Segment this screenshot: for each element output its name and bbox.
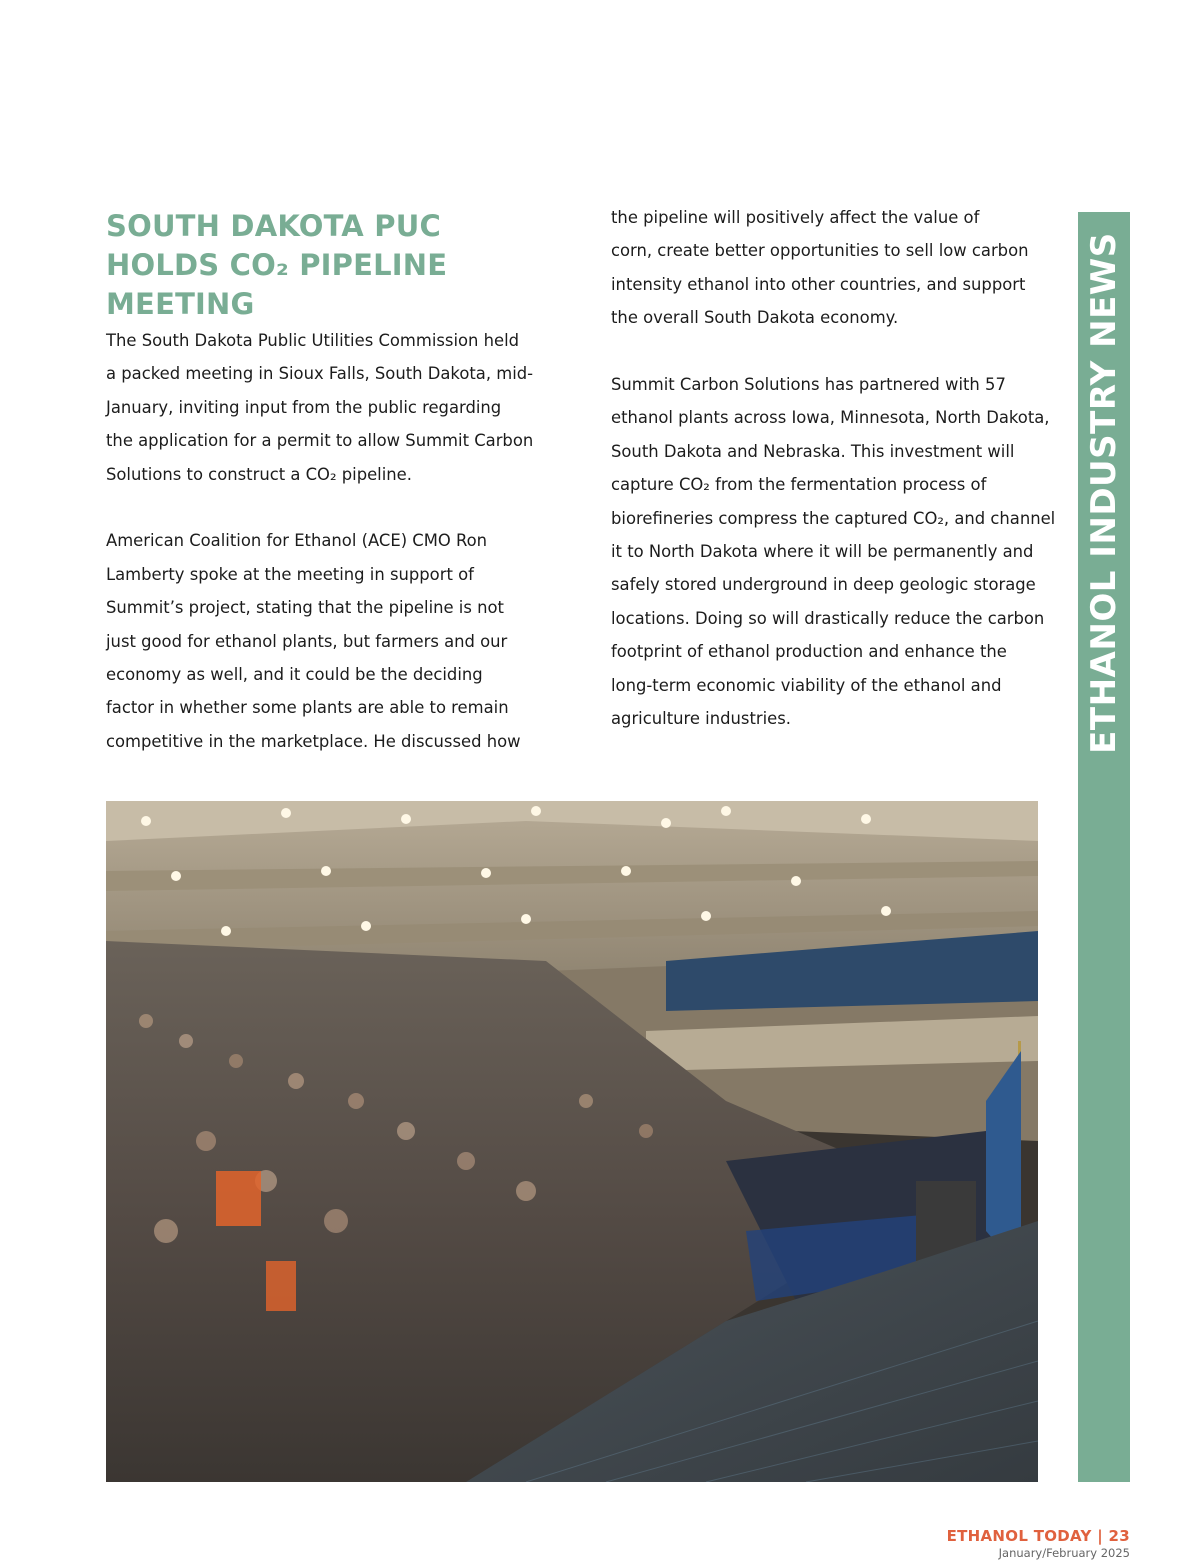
headline-line: MEETING: [106, 287, 255, 321]
text-line: January, inviting input from the public regarding: [106, 397, 502, 417]
paragraph-intro: [106, 324, 546, 491]
headline-line: SOUTH DAKOTA PUC: [106, 209, 441, 243]
text-line: the pipeline will positively affect the value of: [611, 208, 980, 227]
text-line: economy as well, and it could be the deciding: [106, 665, 483, 685]
text-line: corn, create better opportunities to sell low carbon: [611, 241, 1029, 261]
paragraph-continued: [611, 201, 1051, 335]
meeting-photo: [106, 801, 1038, 1482]
text-line: agriculture industries.: [611, 709, 792, 729]
text-line: Summit’s project, stating that the pipeline is not: [106, 598, 504, 618]
text-line: Summit Carbon Solutions has partnered with 57: [611, 375, 1006, 395]
sidebar-section-label: ETHANOL INDUSTRY NEWS: [1084, 232, 1124, 754]
paragraph-ace-comment: [106, 524, 546, 758]
footer-publication-page: ETHANOL TODAY | 23: [946, 1527, 1130, 1545]
text-line: footprint of ethanol production and enhance the: [611, 642, 1007, 662]
text-line: Solutions to construct a CO₂ pipeline.: [106, 464, 412, 484]
right-text-column: [611, 201, 1056, 735]
text-line: factor in whether some plants are able to remain: [106, 698, 509, 718]
headline-line: HOLDS CO₂ PIPELINE: [106, 248, 448, 282]
text-line: intensity ethanol into other countries, and support: [611, 274, 1026, 294]
footer-issue-date: January/February 2025: [998, 1546, 1130, 1560]
paragraph-summit-partnership: [611, 368, 1056, 735]
text-line: American Coalition for Ethanol (ACE) CMO Ron: [106, 531, 488, 551]
text-line: biorefineries compress the captured CO₂, and channel: [611, 508, 1056, 528]
text-line: safely stored underground in deep geologic storage: [611, 575, 1036, 595]
text-line: long-term economic viability of the ethanol and: [611, 675, 1002, 695]
text-line: locations. Doing so will drastically reduce the carbon: [611, 608, 1045, 628]
text-line: ethanol plants across Iowa, Minnesota, North Dakota,: [611, 408, 1050, 428]
text-line: Lamberty spoke at the meeting in support of: [106, 564, 474, 584]
text-line: the overall South Dakota economy.: [611, 308, 899, 328]
text-line: the application for a permit to allow Summit Carbon: [106, 431, 534, 451]
text-line: a packed meeting in Sioux Falls, South Dakota, mid-: [106, 364, 534, 384]
text-line: South Dakota and Nebraska. This investment will: [611, 441, 1015, 461]
left-text-column: [106, 324, 546, 758]
text-line: competitive in the marketplace. He discussed how: [106, 731, 521, 751]
text-line: capture CO₂ from the fermentation process of: [611, 475, 987, 495]
text-line: just good for ethanol plants, but farmers and our: [106, 631, 508, 651]
text-line: The South Dakota Public Utilities Commission held: [106, 331, 520, 350]
text-line: it to North Dakota where it will be permanently and: [611, 542, 1034, 562]
article-headline: [106, 207, 536, 324]
